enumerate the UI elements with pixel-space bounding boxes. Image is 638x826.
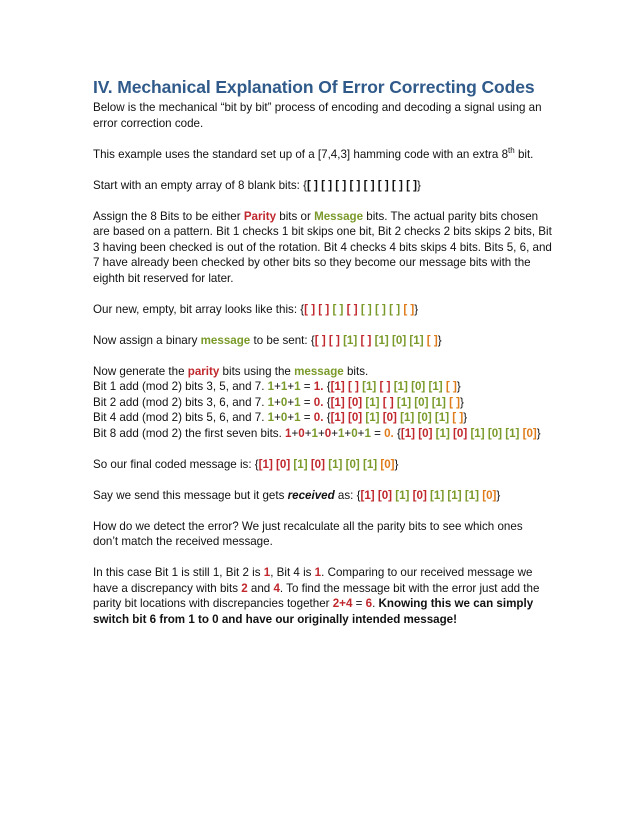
text-line <box>93 410 563 426</box>
text-run: } <box>536 426 541 440</box>
text-run: 1 <box>267 395 275 409</box>
text-line <box>93 333 563 349</box>
text-run: { <box>323 380 331 393</box>
text-run: [1] [0] [1] <box>396 395 450 409</box>
text-run: [0] <box>380 457 395 471</box>
text-run: 7 have already been checked by other bits so they become our message bits with the <box>93 256 531 269</box>
text-run: as: { <box>334 488 361 502</box>
text-run: [0] <box>310 457 329 471</box>
text-line <box>93 596 563 612</box>
text-run: 0 <box>298 426 305 440</box>
text-line <box>93 519 563 535</box>
text-run: [ ] <box>403 302 415 316</box>
text-run: message <box>200 333 251 347</box>
text-run: [1] <box>343 333 361 347</box>
text-run: . To find the message bit with the error just add the <box>279 581 540 595</box>
text-run: } <box>437 333 442 347</box>
text-run: Say we send this message but it gets <box>93 488 288 502</box>
text-run: { <box>393 426 401 440</box>
paragraph-gap <box>93 286 563 302</box>
text-run: Our new, empty, bit array looks like this: { <box>93 302 305 316</box>
text-run: [0] <box>453 426 471 440</box>
text-run: + <box>344 426 352 440</box>
paragraph-gap <box>93 441 563 457</box>
text-run: . Comparing to our received message we <box>321 566 533 579</box>
text-line <box>93 364 563 380</box>
text-run: So our final coded message is: { <box>93 457 259 471</box>
text-run: 1 <box>267 411 275 424</box>
text-run: 1 <box>294 395 301 409</box>
text-run: parity bit locations with discrepancies together <box>93 597 333 610</box>
text-run: 1 <box>294 411 301 424</box>
text-line <box>93 565 563 581</box>
text-run: Parity <box>243 209 277 223</box>
text-run: [1] [0] [1] <box>393 380 446 393</box>
text-run: } <box>394 457 399 471</box>
text-run: + <box>274 380 281 393</box>
text-run: [ ] <box>346 302 361 316</box>
paragraph-gap <box>93 550 563 566</box>
text-run: + <box>291 426 299 440</box>
text-run: [1] [0] <box>258 457 294 471</box>
text-run: 0 <box>280 395 288 409</box>
text-run: . <box>372 597 379 610</box>
text-run: = <box>300 395 314 409</box>
text-run: and <box>247 581 274 595</box>
text-run: switch bit 6 from 1 to 0 and have our originally intended message! <box>93 612 457 626</box>
text-run: + <box>331 426 338 440</box>
text-run: [1] [0] [1] <box>374 333 427 347</box>
text-run: } <box>456 380 461 393</box>
text-run: Bit 8 add (mod 2) the first seven bits. <box>93 426 286 440</box>
text-run: [ ] <box>379 380 394 393</box>
text-run: [1] [0] [1] <box>328 457 381 471</box>
text-run: [1] <box>293 457 311 471</box>
text-run: 0. <box>384 426 394 440</box>
text-run: { <box>323 395 331 409</box>
text-line <box>93 612 563 628</box>
text-run: bits using the <box>219 364 295 378</box>
text-run: have a discrepancy with bits <box>93 581 242 595</box>
text-run: 3 having been checked is out of the rotation. Bit 4 checks 4 bits skips 4 bits. Bits 5, 6, and <box>93 240 552 254</box>
text-line <box>93 395 563 411</box>
text-run: } <box>417 178 421 192</box>
text-run: [ ] <box>426 333 438 347</box>
text-run: Bit 4 add (mod 2) bits 5, 6, and 7. <box>93 411 268 424</box>
text-run: [ ] <box>382 395 397 409</box>
text-run: [1] [0] <box>330 411 366 424</box>
text-run: } <box>460 395 464 409</box>
text-run: error correction code. <box>93 116 204 130</box>
text-run: 1 <box>267 380 275 393</box>
paragraph-gap <box>93 317 563 333</box>
text-run: [ ] <box>360 333 375 347</box>
text-run: [ ] [ ] <box>304 302 333 316</box>
text-run: 1 <box>294 380 301 393</box>
text-run: 2+4 <box>332 597 353 610</box>
section-title: IV. Mechanical Explanation Of Error Correcting Codes <box>93 77 535 97</box>
text-run: [1] [1] [1] <box>430 488 483 502</box>
text-line <box>93 240 563 256</box>
text-run: Start with an empty array of 8 blank bits: { <box>93 178 307 192</box>
text-run: 0 <box>324 426 332 440</box>
text-run: [ ] [ ] [ ] <box>360 302 404 316</box>
text-run: [0] <box>382 411 401 424</box>
text-line <box>93 379 563 395</box>
text-line <box>93 534 563 550</box>
text-line <box>93 581 563 597</box>
text-run: 1 <box>337 426 345 440</box>
text-run: + <box>274 411 281 424</box>
text-run: + <box>317 426 325 440</box>
text-run: + <box>287 411 295 424</box>
text-run: + <box>287 395 295 409</box>
paragraph-gap <box>93 348 563 364</box>
text-line <box>93 457 563 473</box>
text-run: bit. <box>514 147 534 161</box>
text-run: [1] [0] [1] <box>400 411 453 424</box>
text-run: bits or <box>276 209 315 223</box>
text-run: are based on a pattern. Bit 1 checks 1 bit skips one bit, Bit 2 checks 2 bits skips 2 bits, Bit <box>93 225 552 238</box>
text-run: to be sent: { <box>250 333 315 347</box>
text-run: [ ] <box>332 302 347 316</box>
text-line <box>93 426 563 442</box>
text-run: [1] [0] <box>360 488 396 502</box>
text-run: = <box>300 380 314 393</box>
text-run: Below is the mechanical “bit by bit” process of encoding and decoding a signal using an <box>93 101 542 114</box>
text-run: 0 <box>351 426 358 440</box>
text-run: 0 <box>280 411 288 424</box>
text-run: bits. The actual parity bits chosen <box>363 209 539 223</box>
text-line <box>93 255 563 271</box>
text-run: received <box>287 488 335 502</box>
document-page <box>93 76 563 627</box>
text-line <box>93 116 563 132</box>
text-run: parity <box>187 364 220 378</box>
text-run: = <box>300 411 314 424</box>
text-run: 1. <box>313 380 324 393</box>
text-line <box>93 488 563 504</box>
text-run: { <box>323 411 331 424</box>
text-run: eighth bit reserved for later. <box>93 271 234 285</box>
text-run: + <box>274 395 281 409</box>
text-run: [1] <box>435 426 454 440</box>
text-run: [1] [0] <box>330 395 366 409</box>
text-line <box>93 302 563 318</box>
text-run: + <box>357 426 365 440</box>
text-run: [1] <box>365 395 383 409</box>
text-run: , Bit 4 is <box>270 566 315 579</box>
text-line <box>93 147 563 163</box>
text-run: don’t match the received message. <box>93 535 273 548</box>
text-line <box>93 100 563 116</box>
document-body <box>93 100 563 627</box>
text-run: Knowing this we can simply <box>378 597 534 610</box>
text-run: [ ] [ ] [ ] [ ] [ ] [ ] [ ] [ ] <box>306 178 418 192</box>
text-run: [0] <box>412 488 431 502</box>
text-line <box>93 209 563 225</box>
text-run: [1] [ ] <box>330 380 363 393</box>
text-run: 6 <box>365 597 373 610</box>
text-run: 1 <box>263 566 271 579</box>
text-run: How do we detect the error? We just recalculate all the parity bits to see which ones <box>93 519 523 533</box>
text-run: Message <box>314 209 364 223</box>
paragraph-gap <box>93 503 563 519</box>
paragraph-gap <box>93 162 563 178</box>
text-run: [ ] <box>452 411 464 424</box>
text-line <box>93 178 563 194</box>
text-run: 0. <box>313 411 324 424</box>
text-run: 0. <box>313 395 324 409</box>
text-run: In this case Bit 1 is still 1, Bit 2 is <box>93 566 264 579</box>
text-run: Bit 2 add (mod 2) bits 3, 6, and 7. <box>93 395 268 409</box>
text-run: This example uses the standard set up of a [7,4,3] hamming code with an extra 8 <box>93 147 509 161</box>
text-run: 1 <box>364 426 371 440</box>
text-run: bits. <box>343 364 369 378</box>
text-run: 1 <box>314 566 322 579</box>
text-run: = <box>370 426 385 440</box>
text-run: 1 <box>280 380 288 393</box>
text-run: + <box>287 380 295 393</box>
text-run: Assign the 8 Bits to be either <box>93 209 244 223</box>
paragraph-gap <box>93 131 563 147</box>
text-run: 1 <box>285 426 292 440</box>
text-run: 1 <box>311 426 318 440</box>
text-run: [ ] <box>445 380 457 393</box>
paragraph-gap <box>93 193 563 209</box>
text-run: } <box>463 411 468 424</box>
text-run: [1] [0] <box>400 426 436 440</box>
paragraph-gap <box>93 472 563 488</box>
text-run: [1] [0] [1] <box>470 426 523 440</box>
text-run: 2 <box>241 581 248 595</box>
text-run: [1] <box>365 411 383 424</box>
text-run: = <box>352 597 366 610</box>
text-run: [0] <box>482 488 497 502</box>
text-run: [1] <box>395 488 413 502</box>
text-run: 4 <box>273 581 280 595</box>
text-run: th <box>508 145 515 155</box>
text-run: [0] <box>522 426 537 440</box>
text-run: Bit 1 add (mod 2) bits 3, 5, and 7. <box>93 380 268 393</box>
text-run: } <box>496 488 501 502</box>
text-run: [1] <box>362 380 380 393</box>
text-run: Now generate the <box>93 364 188 378</box>
text-run: } <box>414 302 419 316</box>
text-run: + <box>304 426 312 440</box>
text-line <box>93 271 563 287</box>
text-run: message <box>294 364 344 378</box>
text-line <box>93 224 563 240</box>
text-run: [ ] [ ] <box>314 333 344 347</box>
text-run: Now assign a binary <box>93 333 201 347</box>
text-run: [ ] <box>449 395 461 409</box>
